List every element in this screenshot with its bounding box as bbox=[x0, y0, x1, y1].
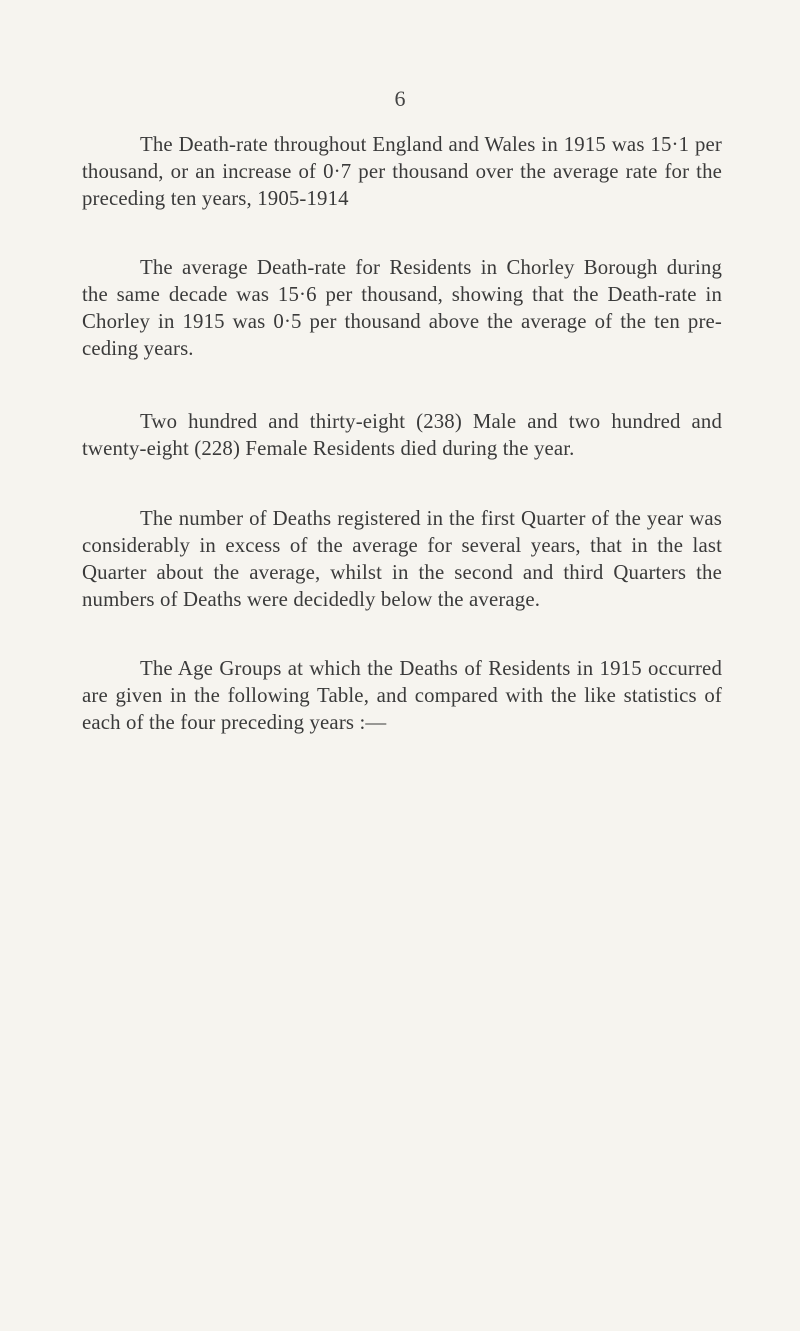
paragraph-age-groups-intro: The Age Groups at which the Deaths of Residents in 1915 occurred are given in the following Table, and compared with the like statistics of each of the four preceding years :— bbox=[82, 657, 722, 734]
paragraph-death-rate-england-wales: The Death-rate throughout England and Wales in 1915 was 15·1 per thousand, or an increase of 0·7 per thousand over the average rate for the preceding ten years, 1905-1914 bbox=[82, 133, 722, 210]
paragraph-quarterly-deaths: The number of Deaths registered in the first Quarter of the year was considerably in excess of the average for several years, that in the last Quarter about the average, whilst in the second and third Quarters the numbers of Deaths were decidedly below the average. bbox=[82, 507, 722, 611]
page-number: 6 bbox=[394, 86, 406, 111]
paragraph-residents-died: Two hundred and thirty-eight (238) Male and two hundred and twenty-eight (228) Female Residents died during the year. bbox=[82, 410, 722, 460]
paragraph-death-rate-chorley: The average Death-rate for Residents in Chorley Borough during the same decade was 15·6 per thousand, showing that the Death-rate in Chorley in 1915 was 0·5 per thousand above the average of the ten pre-ceding years. bbox=[82, 256, 722, 360]
